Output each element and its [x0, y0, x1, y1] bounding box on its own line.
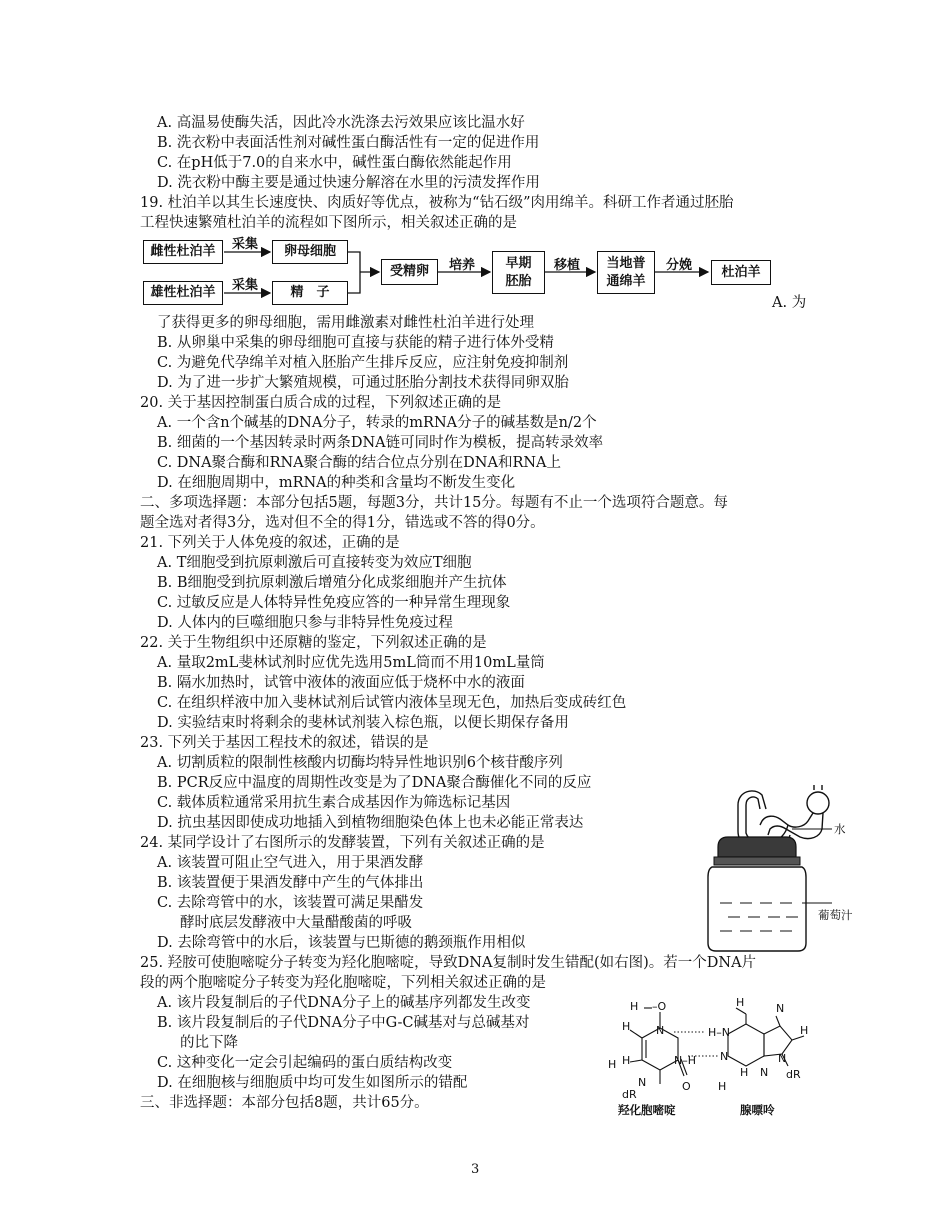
q19-option-a-head: A. 为 [772, 295, 807, 311]
q18-option-d: D. 洗衣粉中酶主要是通过快速分解溶在水里的污渍发挥作用 [157, 175, 540, 191]
birth-label: 分娩 [666, 258, 693, 273]
transplant-label: 移植 [554, 258, 581, 273]
svg-text:H: H [740, 1066, 749, 1079]
q18-option-b: B. 洗衣粉中表面活性剂对碱性蛋白酶活性有一定的促进作用 [157, 135, 540, 151]
fertilized-egg-box: 受精卵 [381, 259, 438, 285]
q25-option-a: A. 该片段复制后的子代DNA分子上的碱基序列都发生改变 [157, 995, 531, 1011]
oocyte-box: 卵母细胞 [272, 240, 348, 264]
q19-stem-line2: 工程快速繁殖杜泊羊的流程如下图所示，相关叙述正确的是 [140, 215, 517, 231]
q24-stem: 24. 某同学设计了右图所示的发酵装置，下列有关叙述正确的是 [140, 835, 545, 851]
sperm-box: 精 子 [272, 281, 348, 305]
svg-text:–O: –O [652, 1000, 667, 1013]
q23-stem: 23. 下列关于基因工程技术的叙述，错误的是 [140, 735, 429, 751]
early-embryo-box: 早期胚胎 [492, 251, 545, 294]
result-sheep-box: 杜泊羊 [711, 260, 771, 285]
q22-option-a: A. 量取2mL斐林试剂时应优先选用5mL筒而不用10mL量筒 [157, 655, 545, 671]
q20-option-c: C. DNA聚合酶和RNA聚合酶的结合位点分别在DNA和RNA上 [157, 455, 562, 471]
svg-text:dR: dR [786, 1068, 801, 1081]
q23-option-b: B. PCR反应中温度的周期性改变是为了DNA聚合酶催化不同的反应 [157, 775, 592, 791]
q22-option-d: D. 实验结束时将剩余的斐林试剂装入棕色瓶，以便长期保存备用 [157, 715, 569, 731]
svg-text:H: H [736, 996, 745, 1009]
collect-label-2: 采集 [232, 278, 259, 293]
water-label: 水 [834, 822, 846, 836]
q25-option-d: D. 在细胞核与细胞质中均可发生如图所示的错配 [157, 1075, 468, 1091]
q22-option-c: C. 在组织样液中加入斐林试剂后试管内液体呈现无色，加热后变成砖红色 [157, 695, 627, 711]
q25-option-b-line2: 的比下降 [180, 1035, 238, 1051]
base-mispairing-figure [600, 990, 820, 1120]
q19-option-c: C. 为避免代孕绵羊对植入胚胎产生排斥反应，应注射免疫抑制剂 [157, 355, 569, 371]
female-sheep-box: 雌性杜泊羊 [143, 240, 223, 264]
q21-option-a: A. T细胞受到抗原刺激后可直接转变为效应T细胞 [157, 555, 472, 571]
q23-option-c: C. 载体质粒通常采用抗生素合成基因作为筛选标记基因 [157, 795, 511, 811]
q20-stem: 20. 关于基因控制蛋白质合成的过程，下列叙述正确的是 [140, 395, 502, 411]
q19-stem-line1: 19. 杜泊羊以其生长速度快、肉质好等优点，被称为“钻石级”肉用绵羊。科研工作者通过胚胎 [140, 195, 734, 211]
section2-heading-line2: 题全选对者得3分，选对但不全的得1分，错选或不答的得0分。 [140, 515, 545, 531]
q21-stem: 21. 下列关于人体免疫的叙述，正确的是 [140, 535, 400, 551]
q24-option-c-line2: 酵时底层发酵液中大量醋酸菌的呼吸 [180, 915, 412, 931]
q22-stem: 22. 关于生物组织中还原糖的鉴定，下列叙述正确的是 [140, 635, 487, 651]
q25-stem-line2: 段的两个胞嘧啶分子转变为羟化胞嘧啶，下列相关叙述正确的是 [140, 975, 546, 991]
page-number: 3 [471, 1162, 480, 1177]
q24-option-d: D. 去除弯管中的水后，该装置与巴斯德的鹅颈瓶作用相似 [157, 935, 526, 951]
svg-text:H: H [630, 1000, 639, 1013]
male-sheep-box: 雄性杜泊羊 [143, 281, 223, 305]
q23-option-a: A. 切割质粒的限制性核酸内切酶均特异性地识别6个核苷酸序列 [157, 755, 563, 771]
q18-option-a: A. 高温易使酶失活，因此冷水洗涤去污效果应该比温水好 [157, 115, 525, 131]
svg-text:H: H [800, 1024, 809, 1037]
fermenter-drawing [690, 785, 850, 955]
q18-option-c: C. 在pH低于7.0的自来水中，碱性蛋白酶依然能起作用 [157, 155, 512, 171]
collect-label-1: 采集 [232, 237, 259, 252]
q24-option-b: B. 该装置便于果酒发酵中产生的气体排出 [157, 875, 424, 891]
chem-structure [600, 990, 820, 1120]
svg-text:H–N: H–N [708, 1026, 730, 1039]
svg-text:N: N [720, 1050, 729, 1063]
q19-option-b: B. 从卵巢中采集的卵母细胞可直接与获能的精子进行体外受精 [157, 335, 554, 351]
svg-text:N: N [656, 1024, 665, 1037]
q20-option-a: A. 一个含n个碱基的DNA分子，转录的mRNA分子的碱基数是n/2个 [157, 415, 597, 431]
q25-option-c: C. 这种变化一定会引起编码的蛋白质结构改变 [157, 1055, 453, 1071]
svg-text:dR: dR [622, 1088, 637, 1101]
q25-option-b-line1: B. 该片段复制后的子代DNA分子中G-C碱基对与总碱基对 [157, 1015, 530, 1031]
culture-label: 培养 [449, 258, 476, 273]
svg-text:N–H: N–H [674, 1054, 696, 1067]
svg-text:N: N [776, 1002, 785, 1015]
q21-option-b: B. B细胞受到抗原刺激后增殖分化成浆细胞并产生抗体 [157, 575, 507, 591]
section3-heading: 三、非选择题：本部分包括8题，共计65分。 [140, 1095, 429, 1111]
q24-option-c-line1: C. 去除弯管中的水，该装置可满足果醋发 [157, 895, 424, 911]
section2-heading-line1: 二、多项选择题：本部分包括5题，每题3分，共计15分。每题有不止一个选项符合题意。每 [140, 495, 728, 511]
svg-text:N: N [638, 1076, 647, 1089]
svg-text:H: H [608, 1058, 617, 1071]
svg-text:O: O [682, 1080, 691, 1093]
q21-option-d: D. 人体内的巨噬细胞只参与非特异性免疫过程 [157, 615, 453, 631]
q23-option-d: D. 抗虫基因即使成功地插入到植物细胞染色体上也未必能正常表达 [157, 815, 584, 831]
grape-juice-label: 葡萄汁 [818, 908, 853, 922]
hydroxycytosine-label: 羟化胞嘧啶 [618, 1103, 676, 1117]
svg-text:H: H [718, 1080, 727, 1093]
q19-option-d: D. 为了进一步扩大繁殖规模，可通过胚胎分割技术获得同卵双胎 [157, 375, 569, 391]
adenine-label: 腺嘌呤 [740, 1103, 775, 1117]
local-sheep-box: 当地普通绵羊 [597, 251, 655, 294]
svg-text:N: N [778, 1052, 787, 1065]
svg-text:N: N [760, 1066, 769, 1079]
svg-text:H: H [622, 1020, 631, 1033]
fermenter-figure [690, 785, 853, 955]
svg-text:H: H [622, 1054, 631, 1067]
q19-option-a-tail: 了获得更多的卵母细胞，需用雌激素对雌性杜泊羊进行处理 [157, 315, 534, 331]
q25-stem-line1: 25. 羟胺可使胞嘧啶分子转变为羟化胞嘧啶，导致DNA复制时发生错配(如右图)。若一个DNA片 [140, 955, 757, 971]
q20-option-b: B. 细菌的一个基因转录时两条DNA链可同时作为模板，提高转录效率 [157, 435, 604, 451]
q21-option-c: C. 过敏反应是人体特异性免疫应答的一种异常生理现象 [157, 595, 511, 611]
q24-option-a: A. 该装置可阻止空气进入，用于果酒发酵 [157, 855, 424, 871]
q20-option-d: D. 在细胞周期中，mRNA的种类和含量均不断发生变化 [157, 475, 516, 491]
q22-option-b: B. 隔水加热时，试管中液体的液面应低于烧杯中水的液面 [157, 675, 525, 691]
